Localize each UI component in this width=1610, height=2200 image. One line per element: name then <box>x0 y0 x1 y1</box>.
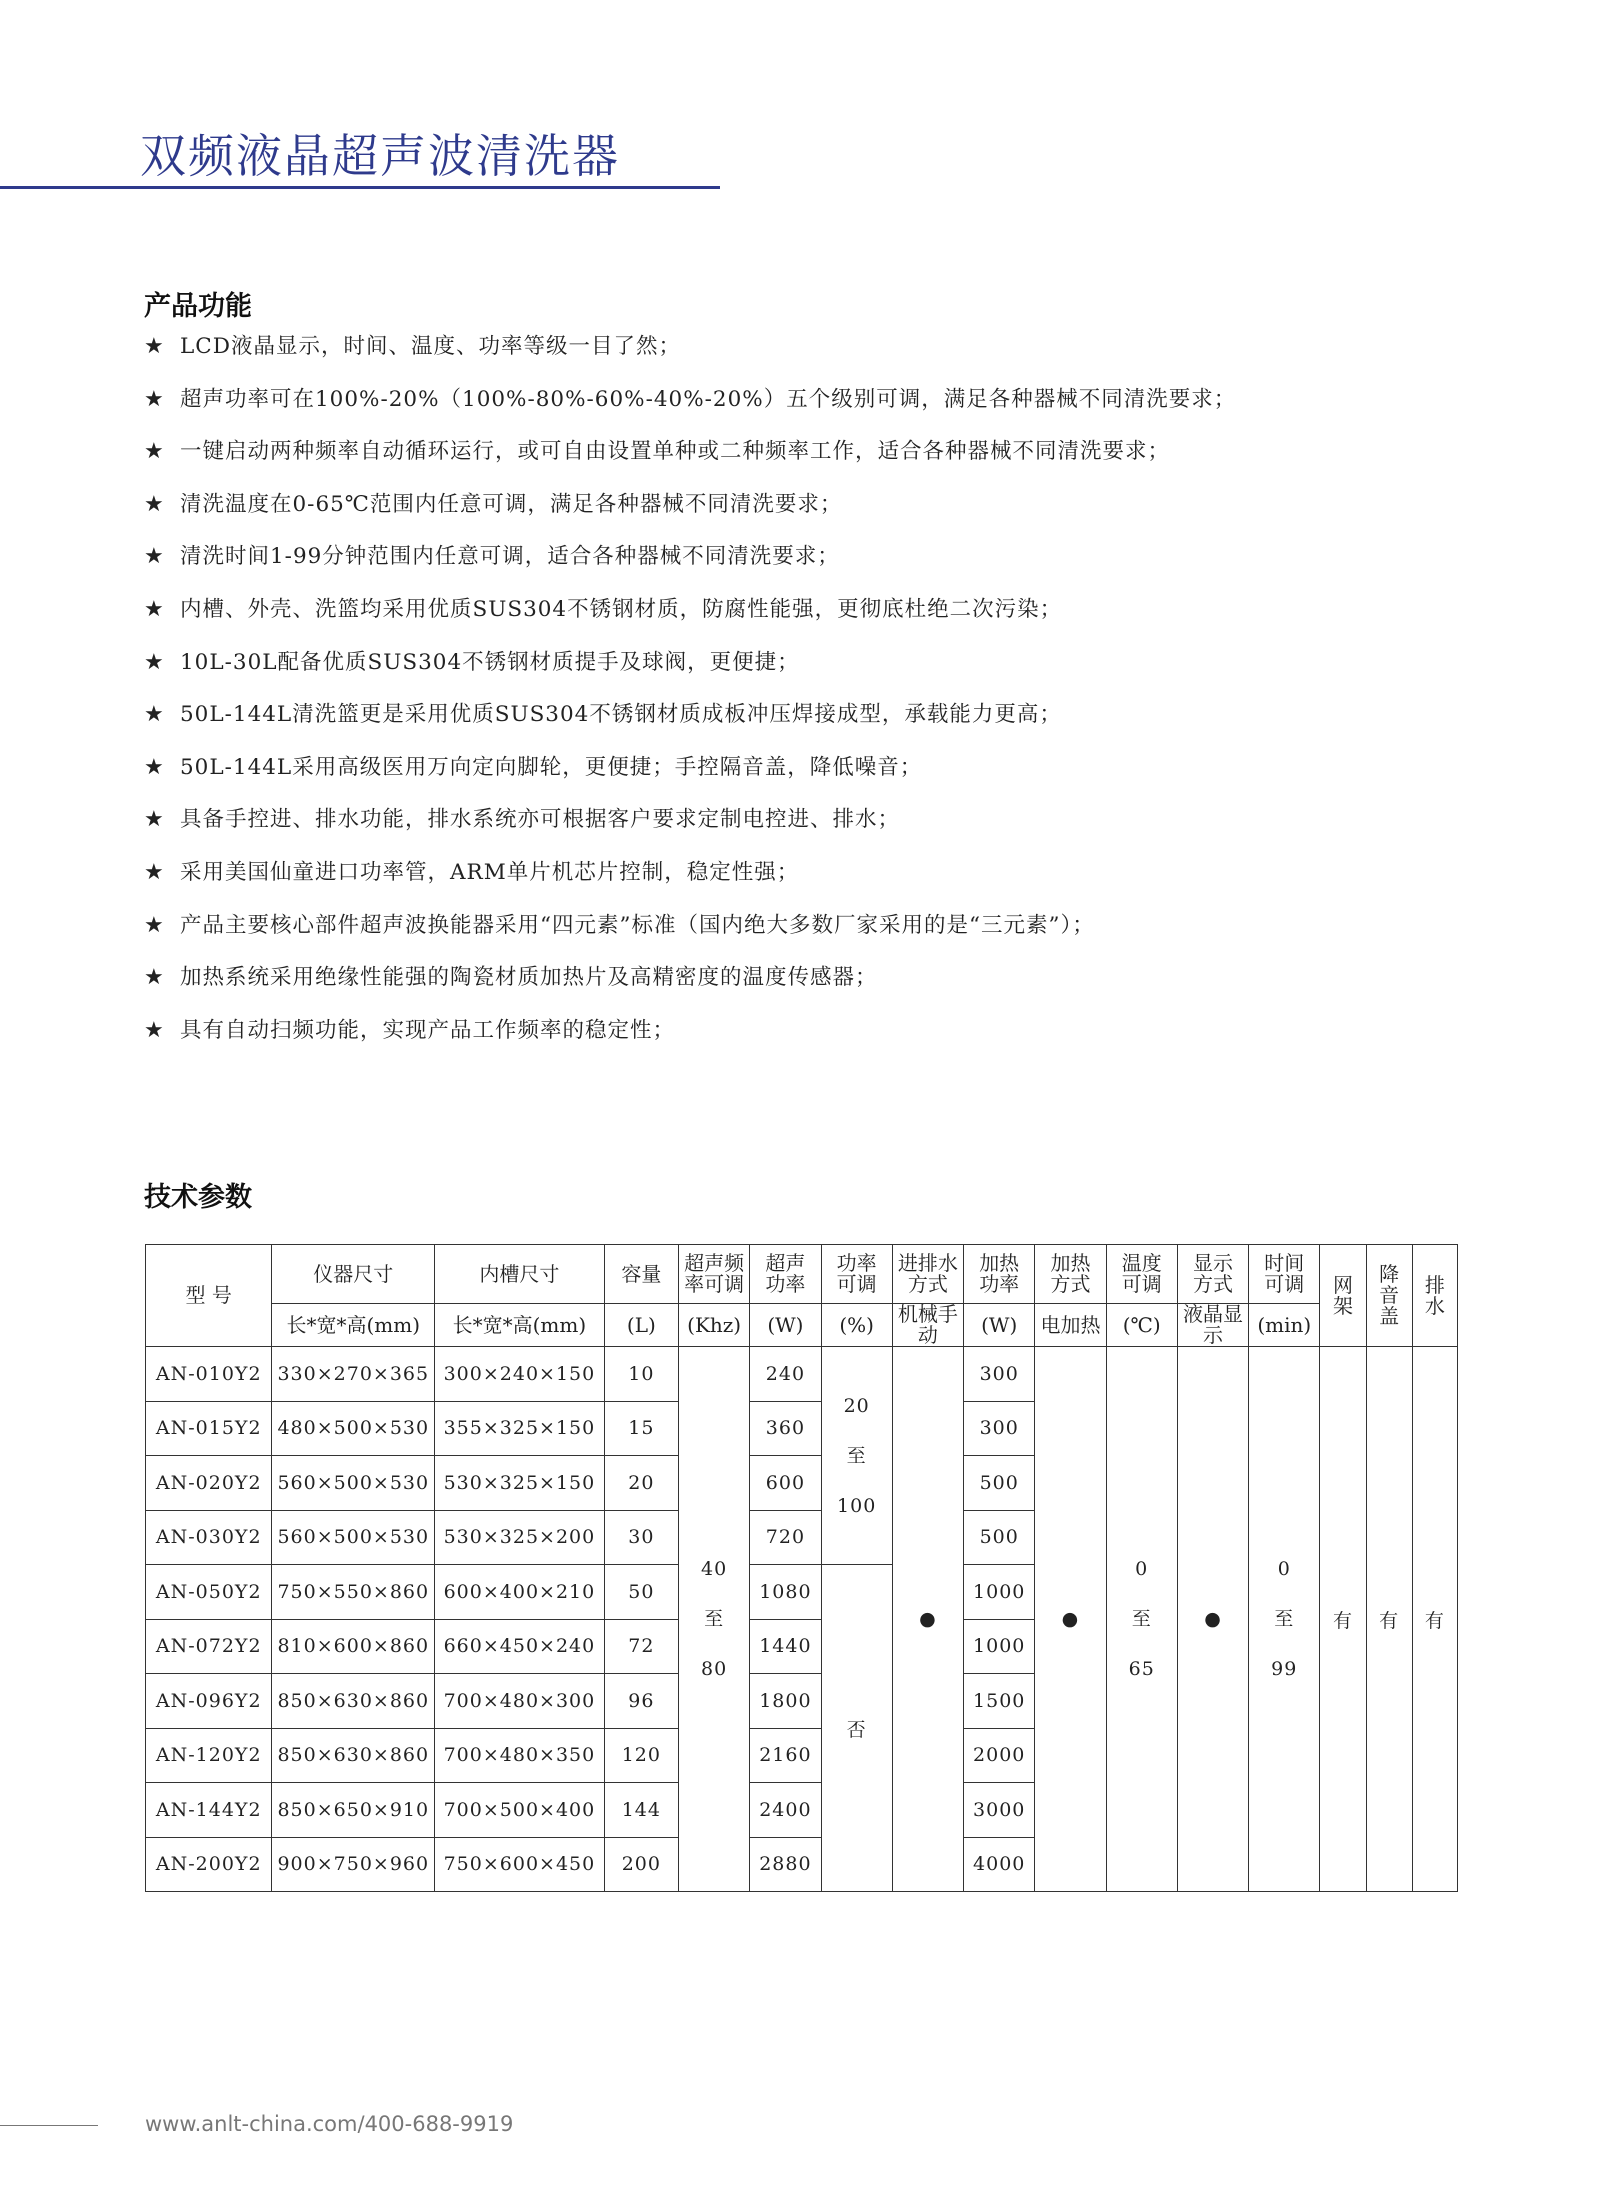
header-heating-method-line1: 加热 <box>1050 1251 1091 1275</box>
cell-display: ● <box>1177 1347 1248 1892</box>
feature-item <box>144 595 1444 648</box>
spec-heading: 技术参数 <box>144 1182 252 1213</box>
header-display <box>1177 1245 1248 1304</box>
unit-frequency: (Khz) <box>679 1304 750 1347</box>
cell-time-line: 至 <box>1274 1608 1295 1630</box>
cell-heating-power: 300 <box>964 1347 1035 1402</box>
header-drain-line1: 排 <box>1424 1272 1445 1297</box>
cell-model: AN-050Y2 <box>146 1565 272 1620</box>
cell-frequency-line: 至 <box>704 1608 725 1630</box>
cell-capacity: 20 <box>604 1456 678 1511</box>
page-title: 双频液晶超声波清洗器 <box>140 129 620 183</box>
footer-contact: www.anlt-china.com/400-688-9919 <box>145 2112 514 2136</box>
cell-rack: 有 <box>1320 1347 1366 1892</box>
cell-power: 360 <box>750 1401 821 1456</box>
cell-size: 850×630×860 <box>272 1674 435 1729</box>
cell-power-adjust-range <box>821 1347 892 1565</box>
feature-text: 具有自动扫频功能，实现产品工作频率的稳定性； <box>180 1017 676 1043</box>
table-row <box>146 1347 1458 1402</box>
unit-heating-power: (W) <box>964 1304 1035 1347</box>
header-power-adjust-line1: 功率 <box>836 1251 877 1275</box>
header-heating-method-line2: 方式 <box>1050 1272 1091 1296</box>
cell-heating-power: 1000 <box>964 1619 1035 1674</box>
cell-size: 850×650×910 <box>272 1783 435 1838</box>
header-display-line2: 方式 <box>1192 1272 1233 1296</box>
cell-power-adjust-no: 否 <box>821 1565 892 1892</box>
cell-model: AN-144Y2 <box>146 1783 272 1838</box>
header-frequency-line1: 超声频 <box>684 1251 745 1275</box>
features-heading: 产品功能 <box>144 291 252 322</box>
feature-text: 50L-144L采用高级医用万向定向脚轮，更便捷；手控隔音盖，降低噪音； <box>180 754 923 780</box>
feature-item <box>144 332 1444 385</box>
cell-temperature-line: 至 <box>1131 1608 1152 1630</box>
cell-power: 1440 <box>750 1619 821 1674</box>
cell-heating-method: ● <box>1035 1347 1106 1892</box>
cell-model: AN-015Y2 <box>146 1401 272 1456</box>
unit-time: (min) <box>1249 1304 1320 1347</box>
unit-display: 液晶显示 <box>1177 1304 1248 1347</box>
star-icon: ★ <box>144 859 165 885</box>
cell-lid: 有 <box>1366 1347 1412 1892</box>
cell-temperature-line: 65 <box>1128 1658 1155 1680</box>
star-icon: ★ <box>144 965 165 991</box>
feature-text: 采用美国仙童进口功率管，ARM单片机芯片控制，稳定性强； <box>180 859 800 885</box>
feature-text: 超声功率可在100%-20%（100%-80%-60%-40%-20%）五个级别可调，满足各种器械不同清洗要求； <box>180 386 1237 412</box>
cell-capacity: 120 <box>604 1728 678 1783</box>
cell-heating-power: 4000 <box>964 1837 1035 1892</box>
header-heating-power-line1: 加热 <box>979 1251 1020 1275</box>
feature-item <box>144 437 1444 490</box>
cell-frequency-line: 80 <box>701 1658 728 1680</box>
feature-item <box>144 1016 1444 1069</box>
cell-inner: 300×240×150 <box>435 1347 605 1402</box>
star-icon: ★ <box>144 1017 165 1043</box>
cell-power: 1080 <box>750 1565 821 1620</box>
cell-size: 810×600×860 <box>272 1619 435 1674</box>
cell-power: 2880 <box>750 1837 821 1892</box>
header-inner: 内槽尺寸 <box>435 1245 605 1304</box>
feature-item <box>144 805 1444 858</box>
unit-power-adjust: (%) <box>821 1304 892 1347</box>
cell-inner: 600×400×210 <box>435 1565 605 1620</box>
star-icon: ★ <box>144 702 165 728</box>
cell-inner: 660×450×240 <box>435 1619 605 1674</box>
cell-drain: 有 <box>1412 1347 1457 1892</box>
header-heating-method <box>1035 1245 1106 1304</box>
unit-water: 机械手动 <box>892 1304 963 1347</box>
header-water-line2: 方式 <box>907 1272 948 1296</box>
feature-text: 内槽、外壳、洗篮均采用优质SUS304不锈钢材质，防腐性能强，更彻底杜绝二次污染； <box>180 596 1063 622</box>
cell-model: AN-072Y2 <box>146 1619 272 1674</box>
cell-heating-power: 300 <box>964 1401 1035 1456</box>
star-icon: ★ <box>144 439 165 465</box>
cell-inner: 700×480×300 <box>435 1674 605 1729</box>
header-rack <box>1320 1245 1366 1347</box>
header-rack-line2: 架 <box>1332 1293 1353 1318</box>
cell-inner: 355×325×150 <box>435 1401 605 1456</box>
cell-power-adjust-range-line: 100 <box>837 1494 877 1517</box>
header-water-line1: 进排水 <box>897 1251 958 1275</box>
header-drain-line2: 水 <box>1424 1293 1445 1318</box>
cell-temperature <box>1106 1347 1177 1892</box>
header-capacity: 容量 <box>604 1245 678 1304</box>
cell-power: 1800 <box>750 1674 821 1729</box>
cell-capacity: 50 <box>604 1565 678 1620</box>
feature-item <box>144 385 1444 438</box>
feature-text: 50L-144L清洗篮更是采用优质SUS304不锈钢材质成板冲压焊接成型，承载能力更高； <box>180 702 1062 728</box>
feature-item <box>144 911 1444 964</box>
cell-temperature-line: 0 <box>1135 1558 1149 1580</box>
cell-model: AN-020Y2 <box>146 1456 272 1511</box>
header-frequency <box>679 1245 750 1304</box>
cell-heating-power: 1000 <box>964 1565 1035 1620</box>
header-temperature-line2: 可调 <box>1121 1272 1162 1296</box>
feature-text: 具备手控进、排水功能，排水系统亦可根据客户要求定制电控进、排水； <box>180 807 901 833</box>
feature-item <box>144 963 1444 1016</box>
feature-item <box>144 700 1444 753</box>
cell-model: AN-030Y2 <box>146 1510 272 1565</box>
header-heating-power <box>964 1245 1035 1304</box>
star-icon: ★ <box>144 754 165 780</box>
feature-item <box>144 542 1444 595</box>
header-power-line1: 超声 <box>765 1251 806 1275</box>
cell-heating-power: 500 <box>964 1510 1035 1565</box>
header-temperature-line1: 温度 <box>1121 1251 1162 1275</box>
cell-size: 560×500×530 <box>272 1456 435 1511</box>
cell-time-line: 0 <box>1277 1558 1291 1580</box>
cell-time-line: 99 <box>1271 1658 1298 1680</box>
cell-model: AN-010Y2 <box>146 1347 272 1402</box>
cell-inner: 750×600×450 <box>435 1837 605 1892</box>
cell-power-adjust-range-line: 至 <box>846 1444 867 1467</box>
header-power <box>750 1245 821 1304</box>
footer-rule <box>0 2125 98 2126</box>
cell-size: 850×630×860 <box>272 1728 435 1783</box>
cell-size: 900×750×960 <box>272 1837 435 1892</box>
header-water <box>892 1245 963 1304</box>
cell-model: AN-200Y2 <box>146 1837 272 1892</box>
cell-power: 2160 <box>750 1728 821 1783</box>
cell-heating-power: 2000 <box>964 1728 1035 1783</box>
star-icon: ★ <box>144 596 165 622</box>
cell-frequency <box>679 1347 750 1892</box>
cell-size: 480×500×530 <box>272 1401 435 1456</box>
cell-inner: 530×325×150 <box>435 1456 605 1511</box>
cell-inner: 530×325×200 <box>435 1510 605 1565</box>
feature-text: 一键启动两种频率自动循环运行，或可自由设置单种或二种频率工作，适合各种器械不同清洗要求； <box>180 439 1171 465</box>
feature-text: 10L-30L配备优质SUS304不锈钢材质提手及球阀，更便捷； <box>180 649 800 675</box>
cell-capacity: 200 <box>604 1837 678 1892</box>
unit-capacity: (L) <box>604 1304 678 1347</box>
feature-item <box>144 858 1444 911</box>
spec-table <box>145 1244 1458 1892</box>
feature-item <box>144 648 1444 701</box>
cell-capacity: 96 <box>604 1674 678 1729</box>
cell-time <box>1249 1347 1320 1892</box>
cell-heating-power: 3000 <box>964 1783 1035 1838</box>
header-lid-line1: 降 <box>1379 1262 1400 1286</box>
header-size: 仪器尺寸 <box>272 1245 435 1304</box>
unit-inner: 长*宽*高(mm) <box>435 1304 605 1347</box>
header-power-adjust <box>821 1245 892 1304</box>
star-icon: ★ <box>144 912 165 938</box>
header-drain <box>1412 1245 1457 1347</box>
unit-heating-method: 电加热 <box>1035 1304 1106 1347</box>
feature-text: 加热系统采用绝缘性能强的陶瓷材质加热片及高精密度的温度传感器； <box>180 965 878 991</box>
feature-text: 清洗时间1-99分钟范围内任意可调，适合各种器械不同清洗要求； <box>180 544 840 570</box>
cell-model: AN-096Y2 <box>146 1674 272 1729</box>
header-power-adjust-line2: 可调 <box>836 1272 877 1296</box>
cell-frequency-line: 40 <box>701 1558 728 1580</box>
cell-capacity: 30 <box>604 1510 678 1565</box>
features-list <box>144 332 1444 1068</box>
cell-heating-power: 1500 <box>964 1674 1035 1729</box>
cell-size: 560×500×530 <box>272 1510 435 1565</box>
star-icon: ★ <box>144 386 165 412</box>
feature-text: 清洗温度在0-65℃范围内任意可调，满足各种器械不同清洗要求； <box>180 491 843 517</box>
feature-text: 产品主要核心部件超声波换能器采用“四元素”标准（国内绝大多数厂家采用的是“三元素”）； <box>180 912 1095 938</box>
header-power-line2: 功率 <box>765 1272 806 1296</box>
header-lid-line2: 音 <box>1379 1283 1400 1307</box>
feature-item <box>144 490 1444 543</box>
cell-power: 2400 <box>750 1783 821 1838</box>
header-time <box>1249 1245 1320 1304</box>
cell-heating-power: 500 <box>964 1456 1035 1511</box>
cell-size: 330×270×365 <box>272 1347 435 1402</box>
star-icon: ★ <box>144 334 165 359</box>
feature-item <box>144 753 1444 806</box>
unit-power: (W) <box>750 1304 821 1347</box>
header-frequency-line2: 率可调 <box>684 1272 745 1296</box>
star-icon: ★ <box>144 807 165 833</box>
cell-power: 600 <box>750 1456 821 1511</box>
feature-text: LCD液晶显示，时间、温度、功率等级一目了然； <box>180 334 681 359</box>
cell-power: 720 <box>750 1510 821 1565</box>
cell-inner: 700×480×350 <box>435 1728 605 1783</box>
cell-inner: 700×500×400 <box>435 1783 605 1838</box>
cell-size: 750×550×860 <box>272 1565 435 1620</box>
cell-capacity: 15 <box>604 1401 678 1456</box>
cell-capacity: 72 <box>604 1619 678 1674</box>
header-lid-line3: 盖 <box>1379 1304 1400 1328</box>
cell-water: ● <box>892 1347 963 1892</box>
header-temperature <box>1106 1245 1177 1304</box>
title-underline <box>0 186 720 189</box>
header-time-line2: 可调 <box>1264 1272 1305 1296</box>
unit-size: 长*宽*高(mm) <box>272 1304 435 1347</box>
header-model: 型 号 <box>146 1245 272 1347</box>
spec-table-body <box>146 1347 1458 1892</box>
header-rack-line1: 网 <box>1332 1272 1353 1297</box>
star-icon: ★ <box>144 491 165 517</box>
cell-model: AN-120Y2 <box>146 1728 272 1783</box>
unit-temperature: (℃) <box>1106 1304 1177 1347</box>
header-heating-power-line2: 功率 <box>979 1272 1020 1296</box>
cell-capacity: 144 <box>604 1783 678 1838</box>
star-icon: ★ <box>144 544 165 570</box>
header-time-line1: 时间 <box>1264 1251 1305 1275</box>
header-lid <box>1366 1245 1412 1347</box>
cell-capacity: 10 <box>604 1347 678 1402</box>
header-display-line1: 显示 <box>1192 1251 1233 1275</box>
cell-power-adjust-range-line: 20 <box>843 1394 870 1417</box>
cell-power: 240 <box>750 1347 821 1402</box>
star-icon: ★ <box>144 649 165 675</box>
